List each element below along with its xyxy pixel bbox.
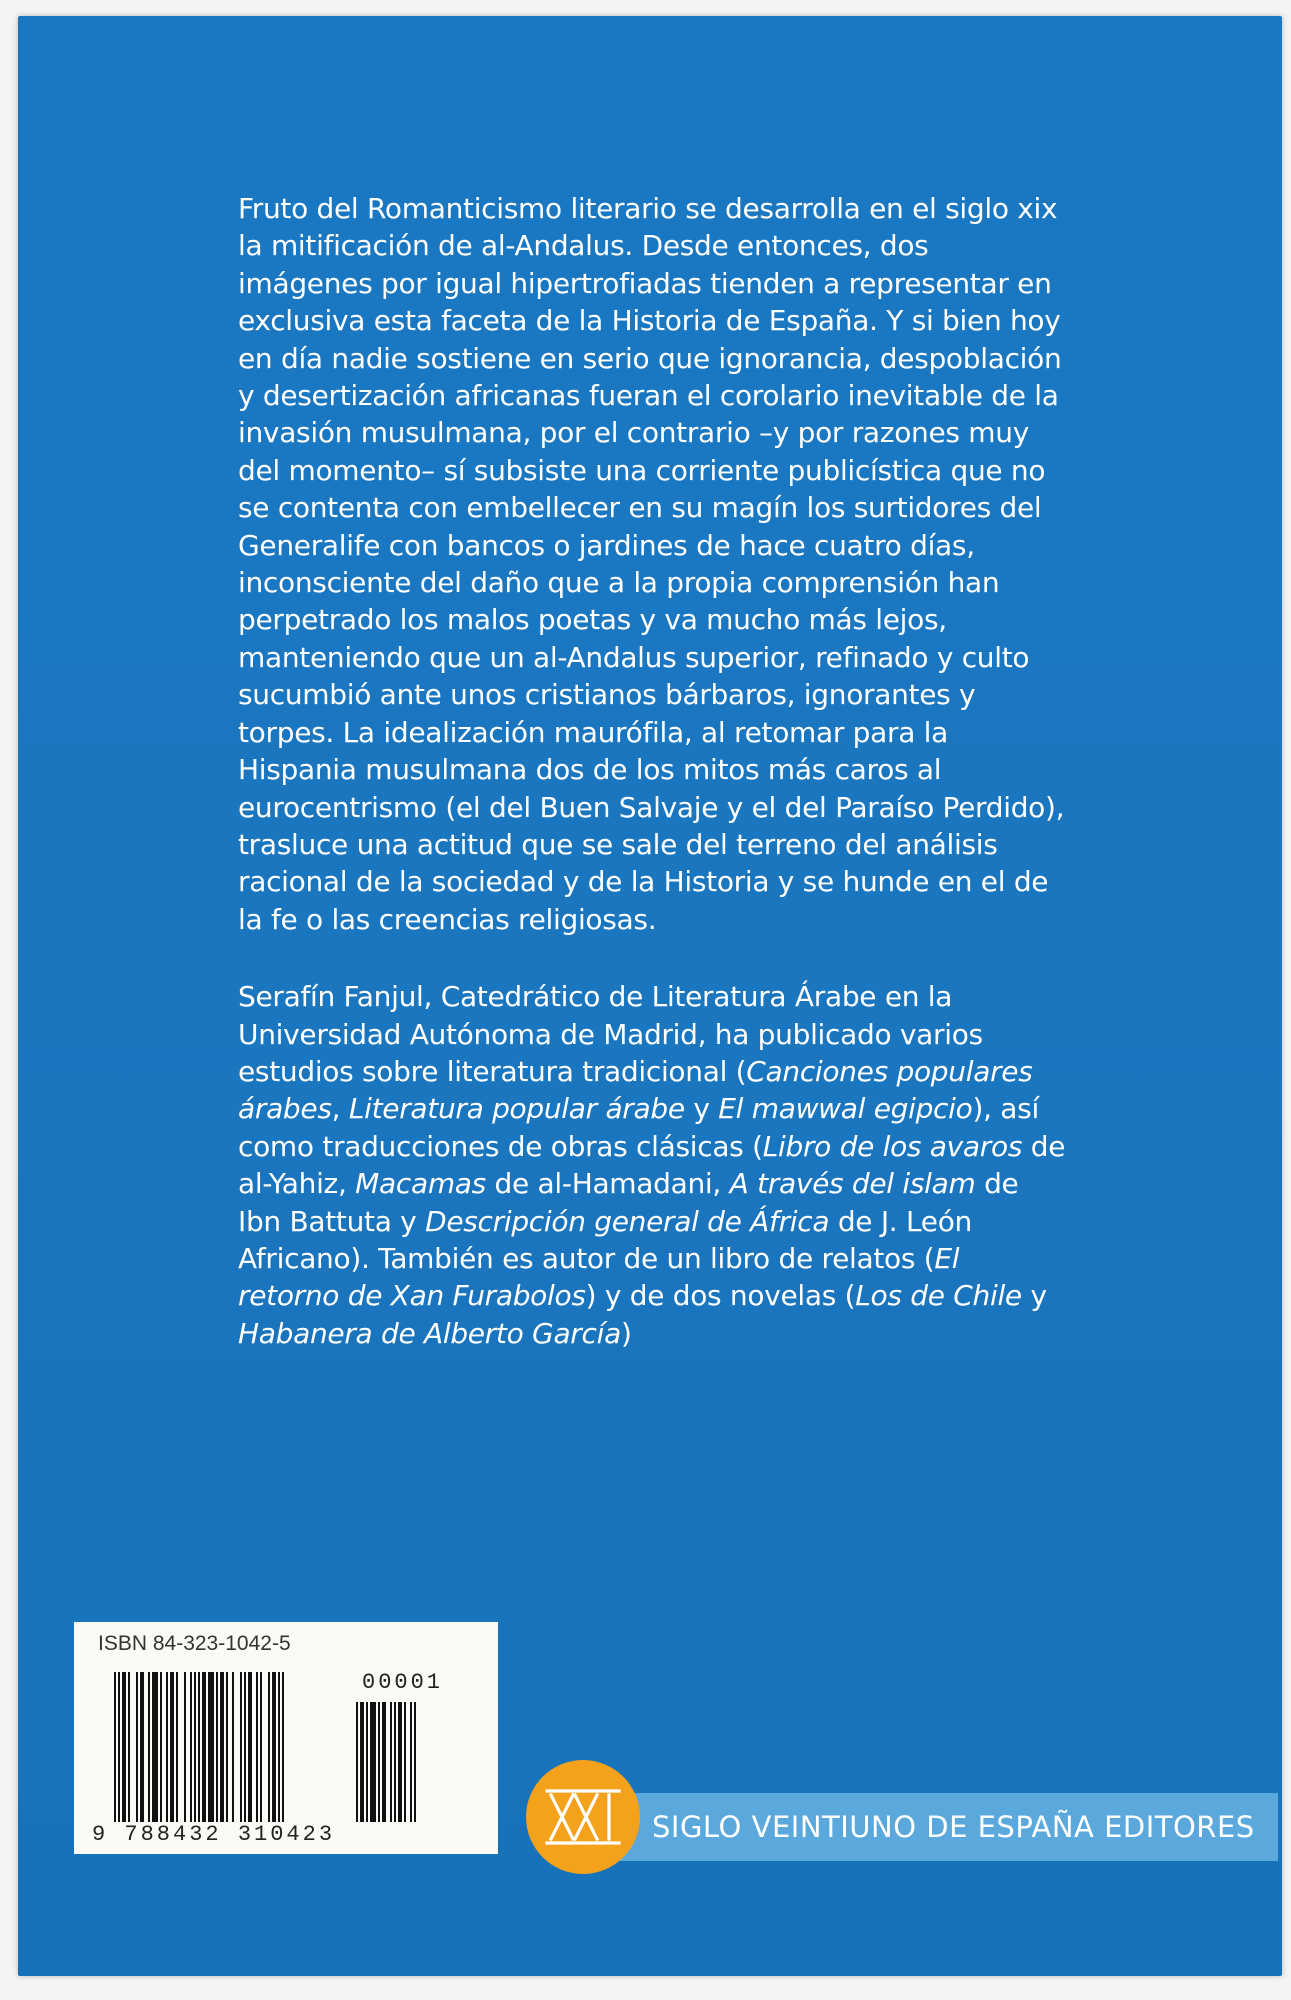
barcode-label — [74, 1622, 498, 1854]
publisher-name: SIGLO VEINTIUNO DE ESPAÑA EDITORES — [652, 1810, 1255, 1844]
ean-barcode-icon — [114, 1672, 286, 1822]
barcode-space — [284, 1672, 286, 1822]
addon-barcode-icon — [356, 1702, 416, 1822]
isbn-text: ISBN 84-323-1042-5 — [98, 1632, 291, 1655]
ean-digits: 9 788432 310423 — [92, 1822, 336, 1847]
author-bio-paragraph: Serafín Fanjul, Catedrático de Literatura Árabe en la Universidad Autónoma de Madrid, ha publicado varios estudios sobre literatura tradicional (Canciones populares árabes, Literatura popular árabe y El mawwal egipcio), así como traducciones de obras clásicas (Libro de los avaros de al-Yahiz, Macamas de al-Hamadani, A través del islam de Ibn Battuta y Descripción general de África de J. León Africano). También es autor de un libro de relatos (El retorno de Xan Furabolos) y de dos novelas (Los de Chile y Habanera de Alberto García) — [238, 980, 1066, 1350]
addon-digits: 00001 — [362, 1670, 444, 1695]
xxi-logo-icon — [543, 1787, 623, 1847]
barcode-bar — [414, 1702, 416, 1822]
cover-blurb — [238, 190, 1068, 1352]
synopsis-paragraph: Fruto del Romanticismo literario se desarrolla en el siglo xix la mitificación de al-Andalus. Desde entonces, dos imágenes por igual hipertrofiadas tienden a representar en exclusiva esta faceta de la Historia de España. Y si bien hoy en día nadie sostiene en serio que ignorancia, despoblación y desertización africanas fueran el corolario inevitable de la invasión musulmana, por el contrario –y por razones muy del momento– sí subsiste una corriente publicística que no se contenta con embellecer en su magín los surtidores del Generalife con bancos o jardines de hace cuatro días, inconsciente del daño que a la propia comprensión han perpetrado los malos poetas y va mucho más lejos, manteniendo que un al-Andalus superior, refinado y culto sucumbió ante unos cristianos bárbaros, ignorantes y torpes. La idealización maurófila, al retomar para la Hispania musulmana dos de los mitos más caros al eurocentrismo (el del Buen Salvaje y el del Paraíso Perdido), trasluce una actitud que se sale del terreno del análisis racional de la sociedad y de la Historia y se hunde en el de la fe o las creencias religiosas. — [238, 192, 1065, 936]
publisher-logo — [526, 1760, 640, 1874]
